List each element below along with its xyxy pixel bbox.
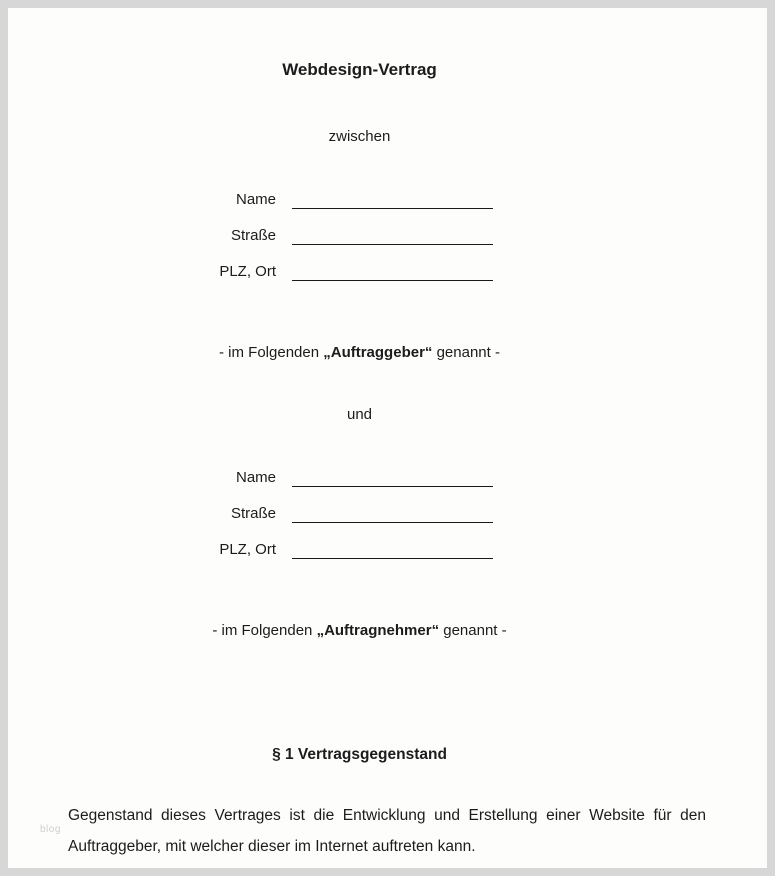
contractor-caption: [68, 621, 706, 641]
contractor-form: [68, 459, 706, 567]
contractor-city-label: PLZ, Ort: [219, 540, 276, 558]
form-row-contractor-name: [68, 459, 706, 495]
contractor-name-label: Name: [235, 468, 276, 486]
client-form: [68, 181, 706, 289]
contractor-street-fill-line: [292, 522, 493, 523]
document-title: Webdesign-Vertrag: [282, 60, 437, 79]
contractor-caption-suffix: genannt -: [439, 622, 507, 639]
and-label: und: [346, 406, 373, 423]
client-name-fill-line: [292, 208, 493, 209]
client-name-label: Name: [235, 190, 276, 208]
form-row-client-name: [68, 181, 706, 217]
client-city-fill-line: [292, 280, 493, 281]
contractor-name-fill-line: [292, 486, 493, 487]
between-label: zwischen: [328, 128, 391, 145]
form-row-contractor-street: [68, 495, 706, 531]
form-row-client-city: [68, 253, 706, 289]
client-city-label: PLZ, Ort: [219, 262, 276, 280]
contractor-city-fill-line: [292, 558, 493, 559]
watermark: blog: [40, 824, 61, 835]
client-caption-prefix: - im Folgenden: [219, 344, 324, 361]
form-row-contractor-city: [68, 531, 706, 567]
contractor-street-label: Straße: [230, 504, 276, 522]
contractor-caption-prefix: - im Folgenden: [212, 622, 317, 639]
client-caption-term: „Auftraggeber“: [323, 344, 433, 361]
client-street-fill-line: [292, 244, 493, 245]
client-caption: [68, 343, 706, 363]
contractor-caption-term: „Auftragnehmer“: [316, 622, 440, 639]
client-street-label: Straße: [230, 226, 276, 244]
client-caption-suffix: genannt -: [432, 344, 500, 361]
section-1-heading: § 1 Vertragsgegenstand: [272, 746, 447, 763]
document-page: [8, 8, 767, 868]
section-1-paragraph: Gegenstand dieses Vertrages ist die Entwicklung und Erstellung einer Website für den Auftraggeber, mit welcher dieser im Internet auftreten kann.: [68, 807, 706, 855]
form-row-client-street: [68, 217, 706, 253]
